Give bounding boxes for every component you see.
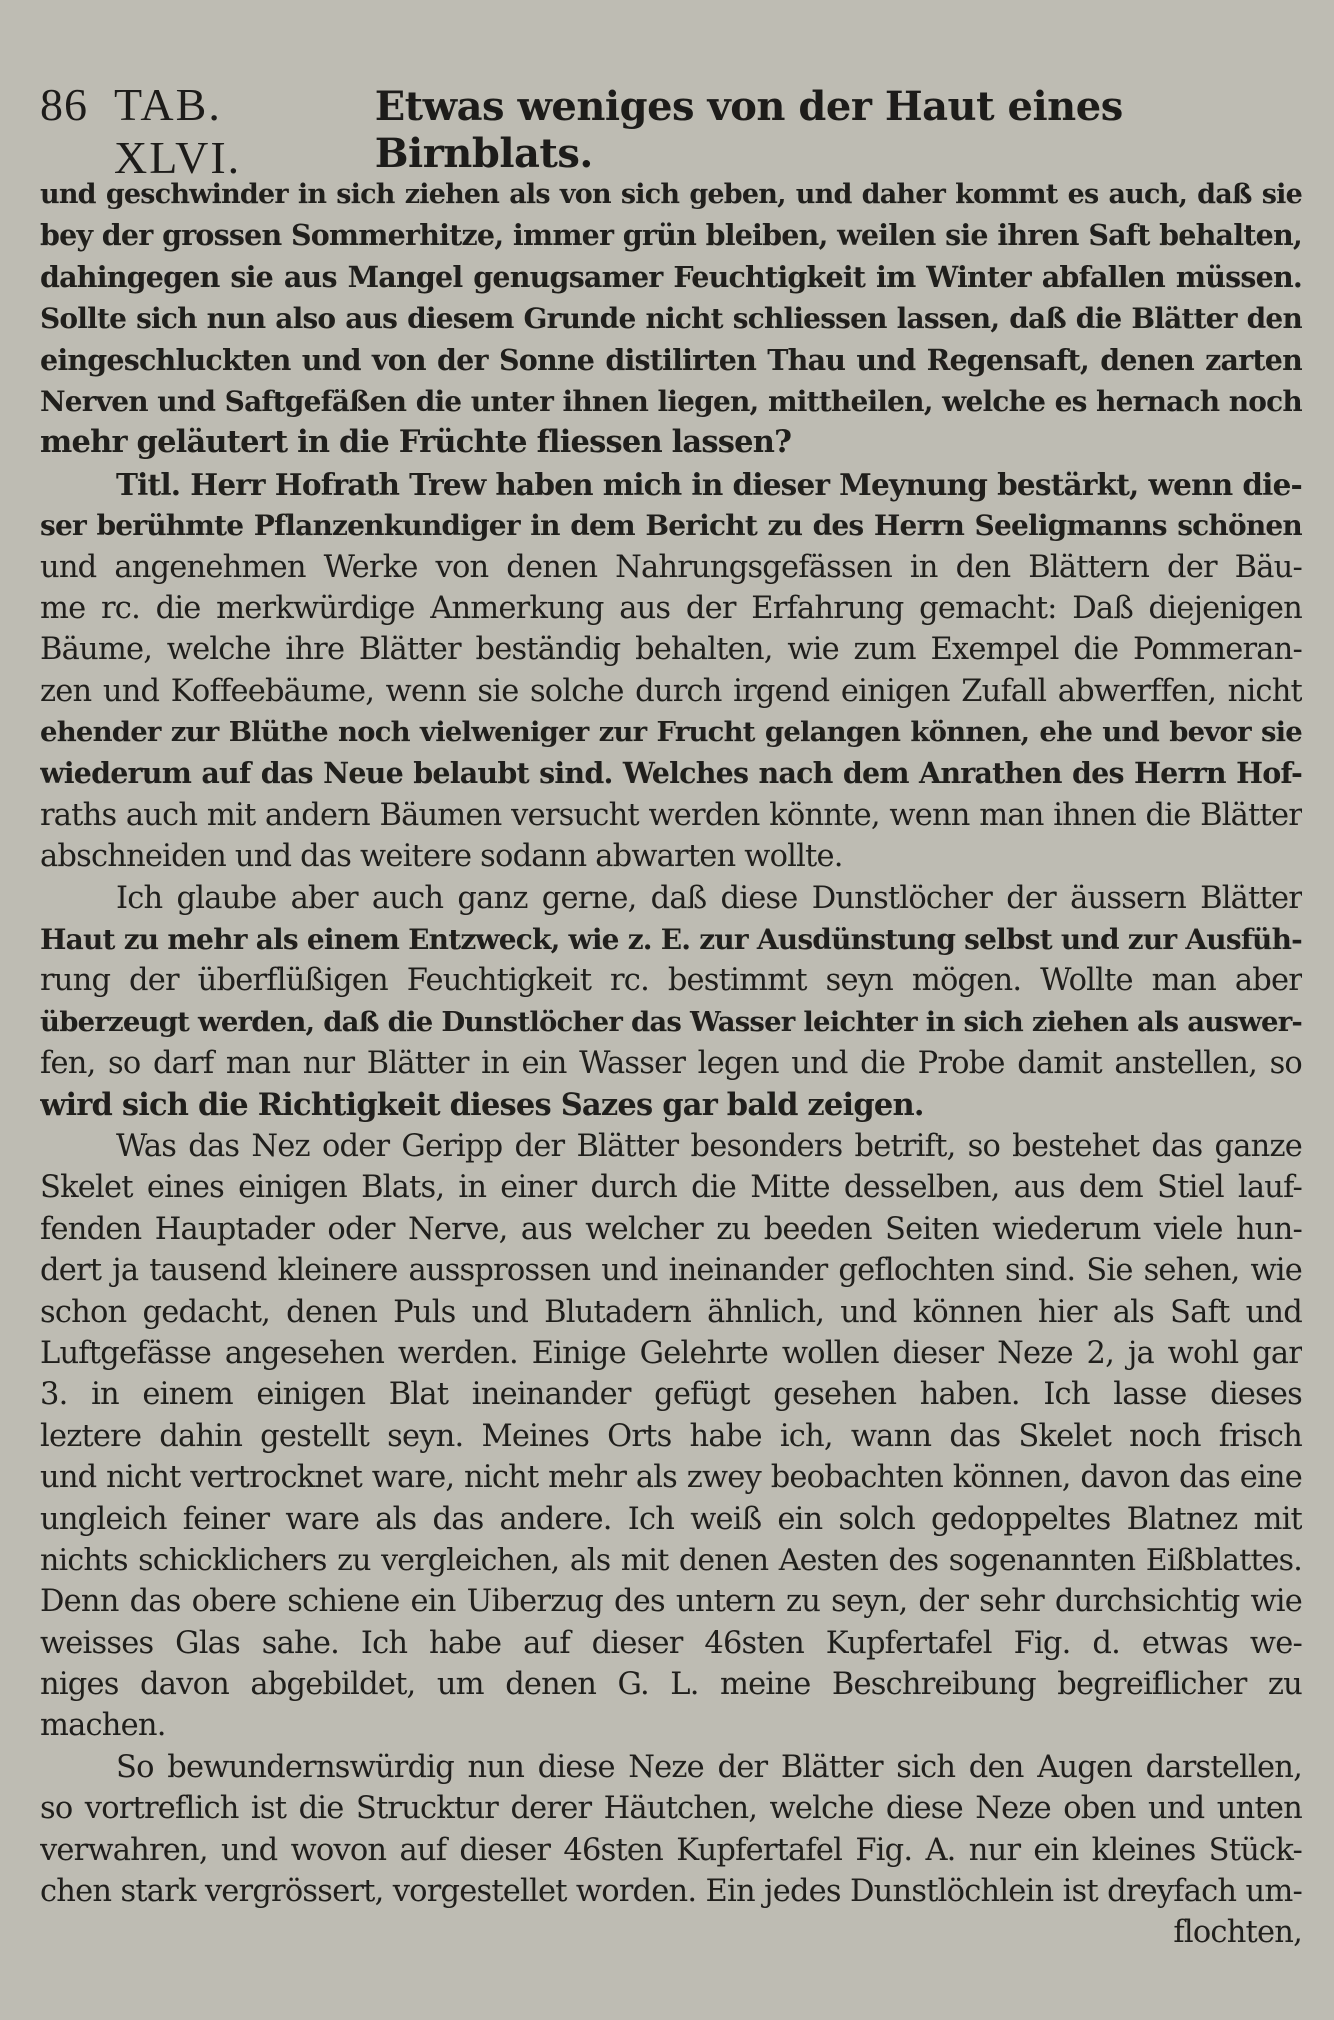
text-line: dert ja tausend kleinere aussprossen und ineinander geflochten sind. Sie sehen, wie — [40, 1253, 1302, 1289]
text-line: Was das Nez oder Geripp der Blätter besonders betrift, so bestehet das ganze — [116, 1128, 1302, 1164]
text-line: fen, so darf man nur Blätter in ein Wasser legen und die Probe damit anstellen, so — [40, 1046, 1302, 1082]
text-line: eingeschluckten und von der Sonne distilirten Thau und Regensaft, denen zarten — [40, 342, 1302, 377]
text-line: Nerven und Saftgefäßen die unter ihnen liegen, mittheilen, welche es hernach noch — [40, 384, 1302, 418]
text-line: wird sich die Richtigkeit dieses Sazes gar bald zeigen. — [40, 1086, 924, 1123]
text-line: Haut zu mehr als einem Entzweck, wie z. E. zur Ausdünstung selbst und zur Ausfüh- — [40, 923, 1302, 957]
text-line: nichts schicklichers zu vergleichen, als mit denen Aesten des sogenannten Eißblattes. — [40, 1542, 1302, 1578]
text-line: fenden Hauptader oder Nerve, aus welcher zu beeden Seiten wiederum viele hun- — [40, 1211, 1302, 1247]
text-line: überzeugt werden, daß die Dunstlöcher das Wasser leichter in sich ziehen als auswer- — [40, 1005, 1302, 1038]
text-line: zen und Koffeebäume, wenn sie solche durch irgend einigen Zufall abwerffen, nicht — [40, 673, 1302, 709]
text-line: schon gedacht, denen Puls und Blutadern ähnlich, und können hier als Saft und — [40, 1294, 1302, 1330]
text-line: ungleich feiner ware als das andere. Ich weiß ein solch gedoppeltes Blatnez mit — [40, 1501, 1302, 1537]
text-line: und nicht vertrocknet ware, nicht mehr als zwey beobachten können, davon das eine — [40, 1460, 1302, 1496]
text-line: Sollte sich nun also aus diesem Grunde nicht schliessen lassen, daß die Blätter den — [40, 302, 1302, 336]
text-line: 3. in einem einigen Blat ineinander gefügt gesehen haben. Ich lasse dieses — [40, 1377, 1302, 1413]
text-line: Luftgefässe angesehen werden. Einige Gelehrte wollen dieser Neze 2, ja wohl gar — [40, 1335, 1302, 1371]
page-header — [40, 78, 1300, 183]
text-line: raths auch mit andern Bäumen versucht werden könnte, wenn man ihnen die Blätter — [40, 797, 1302, 833]
page-number: 86 — [40, 79, 88, 130]
text-line: chen stark vergrössert, vorgestellet worden. Ein jedes Dunstlöchlein ist dreyfach um- — [40, 1874, 1302, 1910]
text-line: Titl. Herr Hofrath Trew haben mich in dieser Meynung bestärkt, wenn die- — [116, 466, 1302, 502]
text-line: und geschwinder in sich ziehen als von sich geben, und daher kommt es auch, daß sie — [40, 179, 1302, 210]
text-line: machen. — [40, 1708, 166, 1744]
text-line: leztere dahin gestellt seyn. Meines Orts habe ich, wann das Skelet noch frisch — [40, 1418, 1302, 1454]
body-text — [40, 174, 1302, 1954]
text-line: rung der überflüßigen Feuchtigkeit rc. bestimmt seyn mögen. Wollte man aber — [40, 963, 1302, 999]
text-line: Skelet eines einigen Blats, in einer durch die Mitte desselben, aus dem Stiel lauf- — [40, 1170, 1302, 1206]
text-line: verwahren, und wovon auf dieser 46sten Kupfertafel Fig. A. nur ein kleines Stück- — [40, 1832, 1302, 1868]
text-line: und angenehmen Werke von denen Nahrungsgefässen in den Blättern der Bäu- — [40, 549, 1302, 585]
text-line: dahingegen sie aus Mangel genugsamer Feuchtigkeit im Winter abfallen müssen. — [40, 259, 1302, 294]
text-line: so vortreflich ist die Strucktur derer Häutchen, welche diese Neze oben und unten — [40, 1791, 1302, 1827]
text-line: me rc. die merkwürdige Anmerkung aus der Erfahrung gemacht: Daß diejenigen — [40, 590, 1302, 626]
text-line: ser berühmte Pflanzenkundiger in dem Bericht zu des Herrn Seeligmanns schönen — [40, 509, 1302, 543]
text-line: mehr geläutert in die Früchte fliessen lassen? — [40, 424, 792, 461]
text-line: weisses Glas sahe. Ich habe auf dieser 46sten Kupfertafel Fig. d. etwas we- — [40, 1625, 1302, 1661]
text-line: Bäume, welche ihre Blätter beständig behalten, wie zum Exempel die Pommeran- — [40, 632, 1302, 668]
plate-label: TAB. XLVI. — [114, 79, 242, 183]
text-line: niges davon abgebildet, um denen G. L. meine Beschreibung begreiflicher zu — [40, 1667, 1302, 1703]
text-line: Ich glaube aber auch ganz gerne, daß diese Dunstlöcher der äussern Blätter — [116, 880, 1302, 916]
text-line: abschneiden und das weitere sodann abwarten wollte. — [40, 839, 843, 875]
catchword: flochten, — [1173, 1915, 1302, 1951]
text-line: Denn das obere schiene ein Uiberzug des untern zu seyn, der sehr durchsichtig wie — [40, 1584, 1302, 1620]
text-line: ehender zur Blüthe noch vielweniger zur Frucht gelangen können, ehe und bevor sie — [40, 716, 1302, 749]
running-title: Etwas weniges von der Haut eines Birnblats. — [374, 83, 1123, 177]
text-line: bey der grossen Sommerhitze, immer grün bleiben, weilen sie ihren Saft behalten, — [40, 218, 1302, 253]
text-line: So bewundernswürdig nun diese Neze der Blätter sich den Augen darstellen, — [116, 1749, 1302, 1785]
text-line: wiederum auf das Neue belaubt sind. Welches nach dem Anrathen des Herrn Hof- — [40, 756, 1302, 791]
